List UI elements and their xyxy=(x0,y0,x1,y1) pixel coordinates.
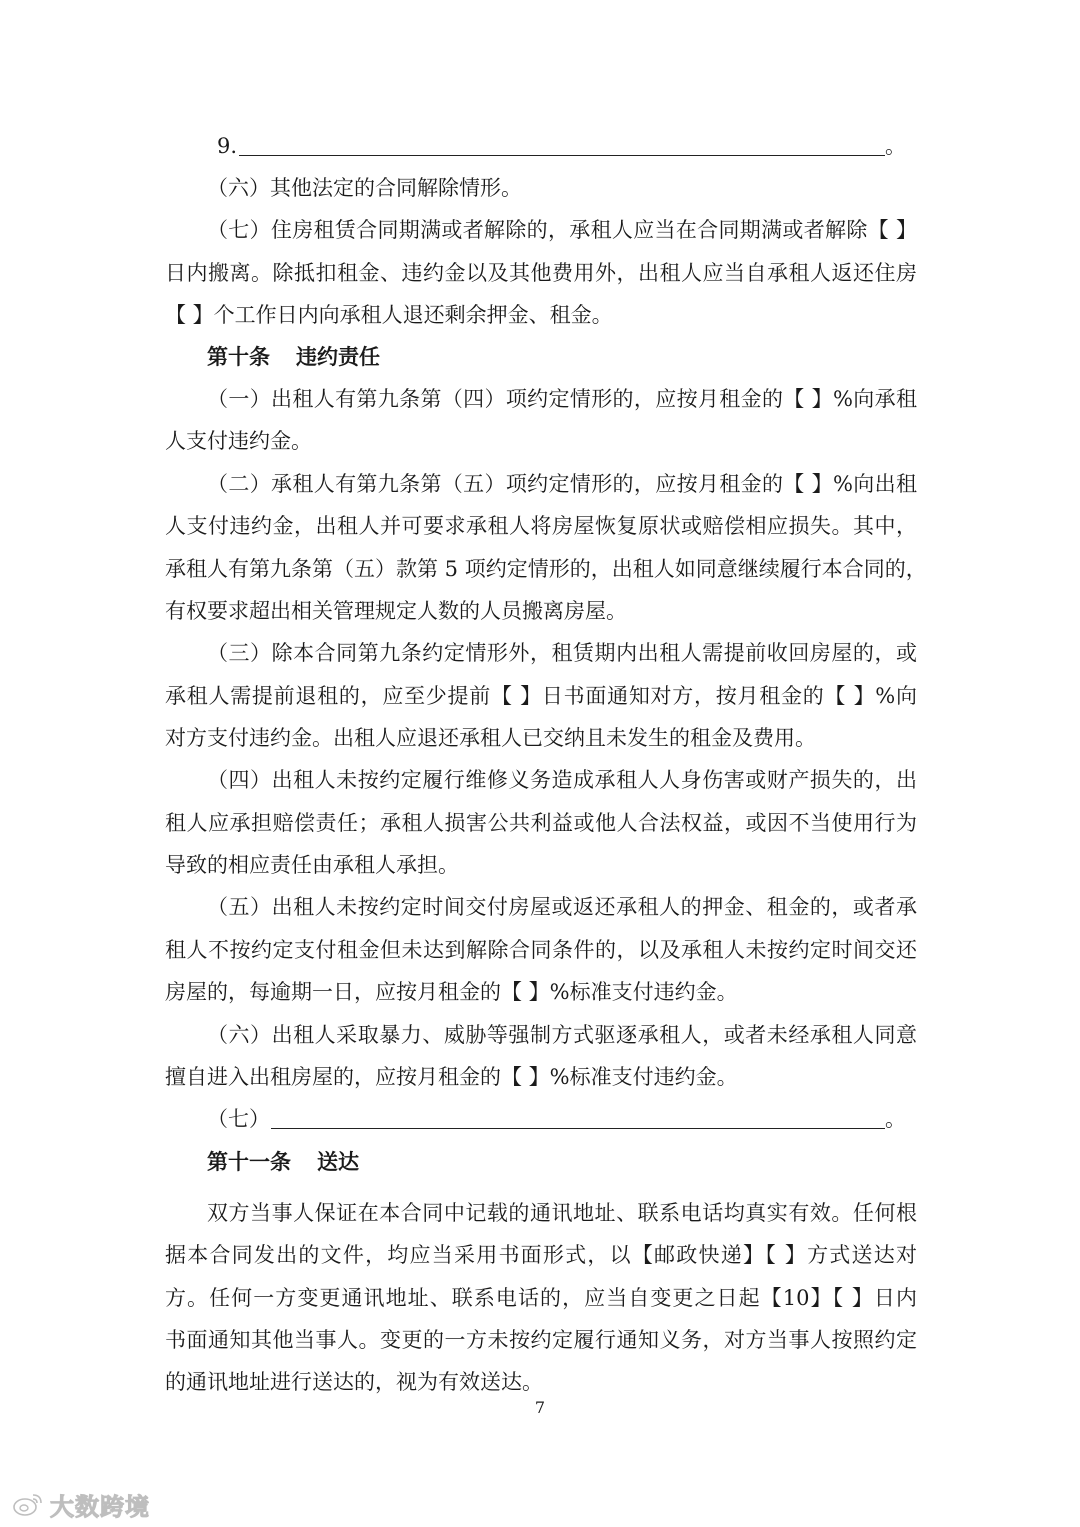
clause-6-line-1: （六）其他法定的合同解除情形。 xyxy=(207,176,522,200)
watermark xyxy=(12,1489,150,1519)
watermark-text: 大数跨境 xyxy=(50,1492,150,1521)
item-9-blank-row xyxy=(207,131,917,161)
item-9-period: 。 xyxy=(885,134,906,158)
a10-4-line-3: 导致的相应责任由承租人承担。 xyxy=(165,853,459,877)
a10-2-line-4: 有权要求超出相关管理规定人数的人员搬离房屋。 xyxy=(165,599,627,623)
a11-line-5: 的通讯地址进行送达的，视为有效送达。 xyxy=(165,1370,543,1394)
blank-underline xyxy=(271,1128,885,1129)
article-10-heading xyxy=(207,342,380,372)
a10-2-line-1: （二）承租人有第九条第（五）项约定情形的，应按月租金的【 】%向出租 xyxy=(207,472,917,496)
a10-6-line-2: 擅自进入出租房屋的，应按月租金的【 】%标准支付违约金。 xyxy=(165,1065,738,1089)
a10-5-line-2: 租人不按约定支付租金但未达到解除合同条件的，以及承租人未按约定时间交还 xyxy=(165,938,917,962)
clause-7-line-2: 日内搬离。除抵扣租金、违约金以及其他费用外，出租人应当自承租人返还住房 xyxy=(165,261,917,285)
blank-underline xyxy=(239,155,885,156)
a10-3-line-3: 对方支付违约金。出租人应退还承租人已交纳且未发生的租金及费用。 xyxy=(165,726,816,750)
a10-1-line-1: （一）出租人有第九条第（四）项约定情形的，应按月租金的【 】%向承租 xyxy=(207,387,917,411)
a10-5-line-3: 房屋的，每逾期一日，应按月租金的【 】%标准支付违约金。 xyxy=(165,980,738,1004)
weibo-logo-icon xyxy=(12,1491,44,1517)
a10-2-line-3: 承租人有第九条第（五）款第 5 项约定情形的，出租人如同意继续履行本合同的， xyxy=(165,557,927,581)
a10-3-line-1: （三）除本合同第九条约定情形外，租赁期内出租人需提前收回房屋的，或 xyxy=(207,641,917,665)
clause-7-line-1: （七）住房租赁合同期满或者解除的，承租人应当在合同期满或者解除【 】 xyxy=(207,218,917,242)
a10-3-line-2: 承租人需提前退租的，应至少提前【 】日书面通知对方，按月租金的【 】%向 xyxy=(165,684,917,708)
a10-2-line-2: 人支付违约金，出租人并可要求承租人将房屋恢复原状或赔偿相应损失。其中， xyxy=(165,514,917,538)
a10-4-line-1: （四）出租人未按约定履行维修义务造成承租人人身伤害或财产损失的，出 xyxy=(207,768,917,792)
clause-7-line-3: 【 】个工作日内向承租人退还剩余押金、租金。 xyxy=(165,303,613,327)
item-9-label: 9. xyxy=(217,134,238,158)
a10-6-line-1: （六）出租人采取暴力、威胁等强制方式驱逐承租人，或者未经承租人同意 xyxy=(207,1023,917,1047)
a11-line-3: 方。任何一方变更通讯地址、联系电话的，应当自变更之日起【10】【 】日内 xyxy=(165,1286,917,1310)
article-10-title: 违约责任 xyxy=(296,345,380,369)
article-11-title: 送达 xyxy=(317,1150,359,1174)
a10-7-period: 。 xyxy=(885,1107,906,1131)
a11-line-1: 双方当事人保证在本合同中记载的通讯地址、联系电话均真实有效。任何根 xyxy=(207,1201,917,1225)
article-11-number: 第十一条 xyxy=(207,1150,291,1174)
article-10-number: 第十条 xyxy=(207,345,270,369)
page-number: 7 xyxy=(534,1398,546,1417)
a10-5-line-1: （五）出租人未按约定时间交付房屋或返还承租人的押金、租金的，或者承 xyxy=(207,895,917,919)
a11-line-2: 据本合同发出的文件，均应当采用书面形式，以【邮政快递】【 】方式送达对 xyxy=(165,1243,917,1267)
a10-7-label: （七） xyxy=(207,1107,270,1131)
a10-7-blank-row xyxy=(207,1104,917,1134)
a10-1-line-2: 人支付违约金。 xyxy=(165,429,312,453)
article-11-heading xyxy=(207,1147,359,1177)
a11-line-4: 书面通知其他当事人。变更的一方未按约定履行通知义务，对方当事人按照约定 xyxy=(165,1328,917,1352)
a10-4-line-2: 租人应承担赔偿责任；承租人损害公共利益或他人合法权益，或因不当使用行为 xyxy=(165,811,917,835)
